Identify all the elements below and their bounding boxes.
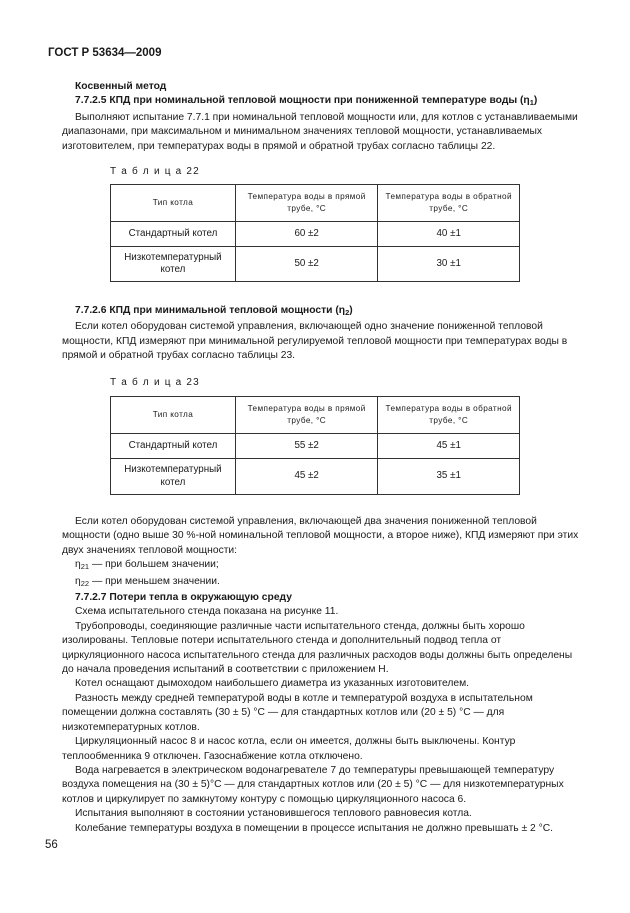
paragraph: Если котел оборудован системой управления, включающей два значения пониженной тепловой мощности (одно выше 30 %-ной номинальной тепловой мощности, а второе ниже), КПД измеряют при этих двух значениях тепловой мощности: <box>62 516 579 556</box>
table-cell: 60 ±2 <box>235 222 378 247</box>
paragraph: Испытания выполняют в состоянии установившегося теплового равновесия котла. <box>75 808 472 820</box>
method-subtitle: Косвенный метод <box>75 81 167 92</box>
paragraph: Схема испытательного стенда показана на рисунке 11. <box>75 606 339 618</box>
table-22 <box>110 184 520 282</box>
table-row <box>111 222 520 247</box>
column-header: Тип котла <box>111 397 236 434</box>
paragraph: Разность между средней температурой воды в котле и температурой воздуха в испытательном помещении должна составлять (30 ± 5) °С — для стандартных котлов или (20 ± 5) °С — для низкотемпературных котлов. <box>62 692 533 733</box>
section-7-7-2-5 <box>62 80 582 154</box>
table-cell: Низкотемпературный котел <box>111 247 236 282</box>
table-cell: 55 ±2 <box>235 434 378 459</box>
table-header-row <box>111 397 520 434</box>
paragraph: Вода нагревается в электрическом водонагревателе 7 до температуры превышающей температуру воздуха помещения на (30 ± 5)°С — для стандартных котлов или (20 ± 5) °С — для низкотемпературных котлов и циркулирует по замкнутому контуру с помощью циркуляционного насоса 6. <box>62 764 564 805</box>
table-cell: 30 ±1 <box>378 247 520 282</box>
section-heading: 7.7.2.7 Потери тепла в окружающую среду <box>75 592 292 604</box>
table-row <box>111 459 520 495</box>
section-heading: 7.7.2.5 КПД при номинальной тепловой мощности при пониженной температуре воды $(\eta_1)$ <box>75 95 538 108</box>
table-cell: 45 ±1 <box>378 434 520 459</box>
paragraph: Колебание температуры воздуха в помещении в процессе испытания не должно превышать ± 2 °С. <box>75 822 554 834</box>
paragraph: Если котел оборудован системой управления, включающей одно значение пониженной тепловой мощности, КПД измеряют при минимальной регулируемой тепловой мощности при температурах воды в прямой и обратной трубах согласно таблицы 23. <box>62 321 568 362</box>
table-cell: 40 ±1 <box>378 222 520 247</box>
section-two-values <box>62 515 582 836</box>
column-header: Температура воды в прямой трубе, °С <box>235 397 378 434</box>
section-7-7-2-6 <box>62 304 582 364</box>
column-header: Температура воды в обратной трубе, °С <box>378 185 520 222</box>
table-23 <box>110 396 520 495</box>
table-row <box>111 247 520 282</box>
paragraph: Трубопроводы, соединяющие различные части испытательного стенда, должны быть хорошо изолированы. Тепловые потери испытательного стенда и дополнительный подвод тепла от циркуляционного насоса испытательного стенда для различных расходов воды должны быть определены до начала проведения испытаний в соответствии с приложением Н. <box>62 620 573 676</box>
list-item: $\eta_{22}$ — при меньшем значении. <box>75 575 220 588</box>
table-23-caption: Т а б л и ц а 23 <box>110 377 200 388</box>
table-row <box>111 434 520 459</box>
table-cell: 35 ±1 <box>378 459 520 495</box>
paragraph: Котел оснащают дымоходом наибольшего диаметра из указанных изготовителем. <box>75 678 470 690</box>
column-header: Температура воды в прямой трубе, °С <box>235 185 378 222</box>
document-header: ГОСТ Р 53634—2009 <box>48 47 162 59</box>
page-number: 56 <box>45 839 58 851</box>
table-22-caption: Т а б л и ц а 22 <box>110 166 200 177</box>
table-cell: 45 ±2 <box>235 459 378 495</box>
table-cell: Низкотемпературный котел <box>111 459 236 495</box>
section-heading: 7.7.2.6 КПД при минимальной тепловой мощности $(\eta_2)$ <box>75 305 353 317</box>
table-cell: Стандартный котел <box>111 222 236 247</box>
paragraph: Выполняют испытание 7.7.1 при номинальной тепловой мощности или, для котлов с устанавливаемыми диапазонами, при максимальном и минимальном значениях тепловой мощности, устанавливаемых изготовителем, при температурах воды в прямой и обратной трубах согласно таблицы 22. <box>62 111 578 152</box>
table-cell: 50 ±2 <box>235 247 378 282</box>
table-cell: Стандартный котел <box>111 434 236 459</box>
column-header: Тип котла <box>111 185 236 222</box>
table-header-row <box>111 185 520 222</box>
list-item: $\eta_{21}$ — при большем значении; <box>75 559 219 572</box>
paragraph: Циркуляционный насос 8 и насос котла, если он имеется, должны быть выключены. Контур теплообменника 9 отключен. Газоснабжение котла отключено. <box>62 736 516 762</box>
column-header: Температура воды в обратной трубе, °С <box>378 397 520 434</box>
